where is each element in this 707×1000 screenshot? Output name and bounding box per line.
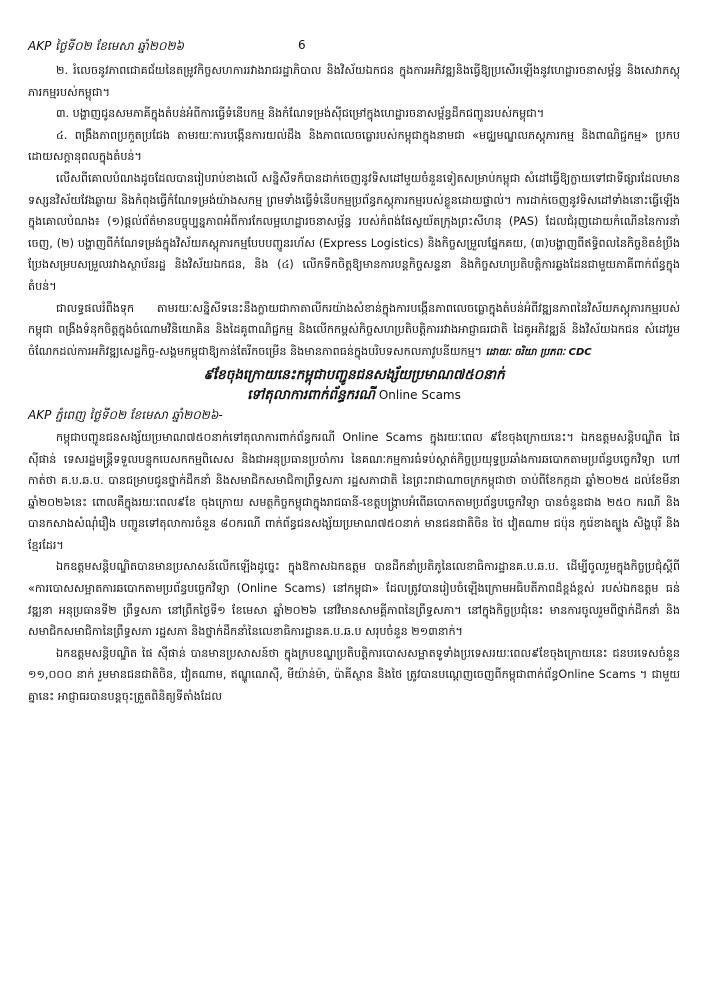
article2-dateline: AKP ភ្នំពេញ ថ្ងៃទី០២ ខែមេសា ឆ្នាំ២០២៦-	[28, 408, 223, 423]
page-number: 6	[298, 38, 306, 52]
article1-paragraph-4: លើសពីគោលបំណងដូចដែលបានរៀបរាប់ខាងលើ សន្និសីទក៏បានដាក់ចេញនូវទិសដៅមួយចំនួនទៀតសម្រាប់កម្ពុជា សំដៅធ្វើឱ្យក្លាយទៅជាទីផ្សារដែលមានទស្សនវិស័យវែងឆ្ងាយ និងកំពុងធ្វើកំណែទម្រង់យ៉ាងសកម្ម ព្រមទាំងធ្វើទំនើបកម្មប្រព័ន្ធភស្តុភារកម្មរបស់ខ្លួនដោយផ្ទាល់។ ការដាក់ចេញនូវទិសដៅទាំងនោះធ្វើឡើងក្នុងគោលបំណង៖ (១)ផ្តល់ព័ត៌មានបច្ចុប្បន្នភាពអំពីការកែលម្អហេដ្ឋារចនាសម្ព័ន្ធ របស់កំពង់ផែស្វយ័តក្រុងព្រះសីហនុ (PAS) ដែលជំរុញដោយកំណើននៃការនាំចេញ, (២) បង្ហាញពីកំណែទម្រង់ក្នុងវិស័យភស្តុភារកម្មបែបបញ្ជូនរហ័ស (Express Logistics) និងកិច្ចសម្រួលផ្នែកគយ, (៣)បង្ហាញពីឥទ្ធិពលនៃកិច្ចខិតខំប្រឹងប្រែងសម្របសម្រួលរវាងស្ថាប័នរដ្ឋ និងវិស័យឯកជន, និង (៤) លើកទឹកចិត្តឱ្យមានការបន្តកិច្ចសន្ទនា និងកិច្ចសហប្រតិបត្តិការឆ្លងដែនជាមួយភាគីពាក់ព័ន្ធក្នុងតំបន់។	[28, 171, 680, 293]
article2-paragraph-1: កម្ពុជាបញ្ជូនជនសង្ស័យប្រមាណ៧៥០នាក់ទៅតុលាការពាក់ព័ន្ធករណី Online Scams ក្នុងរយៈពេល ៩ខែចុងក្រោយនេះ។ ឯកឧត្តមសន្តិបណ្ឌិត ផៃ ស៊ីផាន់ ទេសរដ្ឋមន្ត្រីទទួលបន្ទុកបេសកកម្មពិសេស និងជាអនុប្រធានប្រចាំការ នៃគណៈកម្មការធំទប់ស្កាត់កិច្ចប្រយុទ្ធប្រឆាំងការឆបោកតាមប្រព័ន្ធបច្ចេកវិទ្យា ហៅកាត់ថា គ.ប.ឆ.ប. បានជម្រាបជូនថ្នាក់ដឹកនាំ និងសមាជិកសមាជិកាព្រឹទ្ធសភា រដ្ឋសភាជាតិ នៃព្រះរាជាណាចក្រកម្ពុជាថា ចាប់ពីខែកក្កដា ឆ្នាំ២០២៥ ដល់ខែមីនា ឆ្នាំ២០២៦នេះ ពោលគឺក្នុងរយៈពេល៩ខែ ចុងក្រោយ សមត្ថកិច្ចកម្ពុជាក្នុងរាជធានី-ខេត្តបង្ក្រាបអំពើឆបោកតាមប្រព័ន្ធបច្ចេកវិទ្យា បានចំនួនជាង ២៥០ ករណី និងបានកសាងសំណុំរឿង បញ្ជូនទៅតុលាការចំនួន ៨០ករណី ពាក់ព័ន្ធជនសង្ស័យប្រមាណ៧៥០នាក់ មានជនជាតិចិន ថៃ វៀតណាម ជប៉ុន កូរ៉េខាងត្បូង សិង្ហបុរី និងខ្មែរដែរ។	[28, 430, 680, 552]
page-header	[28, 38, 678, 58]
article1-paragraph-5-text: ជាលទ្ធផលរំពឹងទុក តាមរយៈសន្និសីទនេះនឹងក្លាយជាកាតាលីករយ៉ាងសំខាន់ក្នុងការបង្កើនភាពលេចធ្លោក្នុងតំបន់អំពីវឌ្ឍនភាពនៃវិស័យភស្តុភារកម្មរបស់កម្ពុជា ពង្រឹងទំនុកចិត្តក្នុងចំណោមវិនិយោគិន និងដៃគូពាណិជ្ជកម្ម និងលើកកម្ពស់កិច្ចសហប្រតិបត្តិការរវាងអាជ្ញាធរជាតិ ដៃគូអភិវឌ្ឍន៍ និងវិស័យឯកជន សំដៅរួមចំណែកដល់ការអភិវឌ្ឍសេដ្ឋកិច្ច-សង្គមកម្ពុជាឱ្យកាន់តែរីកចម្រើន និងមានភាពធន់ក្នុងបរិបទសកលភាវូបនីយកម្ម។	[28, 301, 680, 358]
article2-title-line1: ៩ខែចុងក្រោយនេះកម្ពុជាបញ្ជូនជនសង្ស័យប្រមាណ៧៥០នាក់	[203, 367, 505, 384]
article2-title-line2-latin: Online Scams	[375, 388, 461, 403]
article1-paragraph-2: ៣. បង្ហាញជូនសមភាគីក្នុងតំបន់អំពីការធ្វើទំនើបកម្ម និងកំណែទម្រង់ស៊ីជម្រៅក្នុងហេដ្ឋារចនាសម្ព័ន្ធដឹកជញ្ជូនរបស់កម្ពុជា។	[56, 107, 545, 121]
article2-title-line2-khmer: ទៅតុលាការពាក់ព័ន្ធករណី	[247, 387, 376, 404]
article2-paragraph-2: ឯកឧត្តមសន្តិបណ្ឌិតបានមានប្រសាសន៍លើកឡើងដូច្នេះ ក្នុងឱកាសឯកឧត្តម បានដឹកនាំប្រតិភូនៃលេខាធិការដ្ឋានគ.ប.ឆ.ប. ដើម្បីចូលរួមក្នុងកិច្ចប្រជុំស្តីពី «ការបោសសម្អាតការឆបោកតាមប្រព័ន្ធបច្ចេកវិទ្យា (Online Scams) នៅកម្ពុជា» ដែលត្រូវបានរៀបចំឡើងក្រោមអធិបតីភាពដ៏ខ្ពង់ខ្ពស់ របស់ឯកឧត្តម ធន់ វឌ្ឍនា អនុប្រធានទី២ ព្រឹទ្ធសភា នៅព្រឹកថ្ងៃទី១ ខែមេសា ឆ្នាំ២០២៦ នៅវិមានសាមគ្គីភាពនៃព្រឹទ្ធសភា។ នៅក្នុងកិច្ចប្រជុំនេះ មានការចូលរួមពីថ្នាក់ដឹកនាំ និងសមាជិកសមាជិកានៃព្រឹទ្ធសភា រដ្ឋសភា និងថ្នាក់ដឹកនាំនៃលេខាធិការដ្ឋានគ.ប.ឆ.ប សរុបចំនួន ២១៣នាក់។	[28, 560, 680, 639]
article1-source: ដោយៈ ចរិយា ប្រភពៈ CDC	[485, 346, 592, 358]
article1-paragraph-3: ៤. ពង្រឹងភាពប្រកួតប្រជែង តាមរយៈការបង្កើនការយល់ដឹង និងភាពលេចធ្លោរបស់កម្ពុជាក្នុងនាមជា «មជ្ឈមណ្ឌលភស្តុភារកម្ម និងពាណិជ្ជកម្ម» ប្រកបដោយសក្តានុពលក្នុងតំបន់។	[28, 128, 680, 164]
article2-paragraph-3: ឯកឧត្តមសន្តិបណ្ឌិត ផៃ ស៊ីផាន់ បានមានប្រសាសន៍ថា ក្នុងក្របខណ្ឌប្រតិបត្តិការបោសសម្អាតទូទាំងប្រទេសរយៈពេល៩ខែចុងក្រោយនេះ ជនបរទេសចំនួន ១១,០០០ នាក់ រួមមានជនជាតិចិន, វៀតណាម, ឥណ្ឌូណេស៊ី, មីយ៉ាន់ម៉ា, ប៉ាគីស្ថាន និងថៃ ត្រូវបានបណ្តេញចេញពីកម្ពុជាពាក់ព័ន្ធOnline Scams ។ ជាមួយគ្នានេះ អាជ្ញាធរបានបន្តចុះត្រួតពិនិត្យទីតាំងដែល	[28, 646, 680, 704]
header-dateline: AKP ថ្ងៃទី០២ ខែមេសា ឆ្នាំ២០២៦	[28, 39, 185, 53]
article1-paragraph-5	[28, 298, 680, 364]
article1-paragraph-1: ២. រំលេចនូវភាពជោគជ័យនៃតម្រូវកិច្ចសហការរវាងរាជរដ្ឋាភិបាល និងវិស័យឯកជន ក្នុងការអភិវឌ្ឍនិងធ្វើឱ្យប្រសើរឡើងនូវហេដ្ឋារចនាសម្ព័ន្ធ និងសេវាភស្តុភារកម្មរបស់កម្ពុជា។	[28, 64, 680, 99]
article2-title-line2	[28, 385, 680, 405]
document-body	[28, 60, 680, 708]
article2-title	[28, 365, 680, 405]
